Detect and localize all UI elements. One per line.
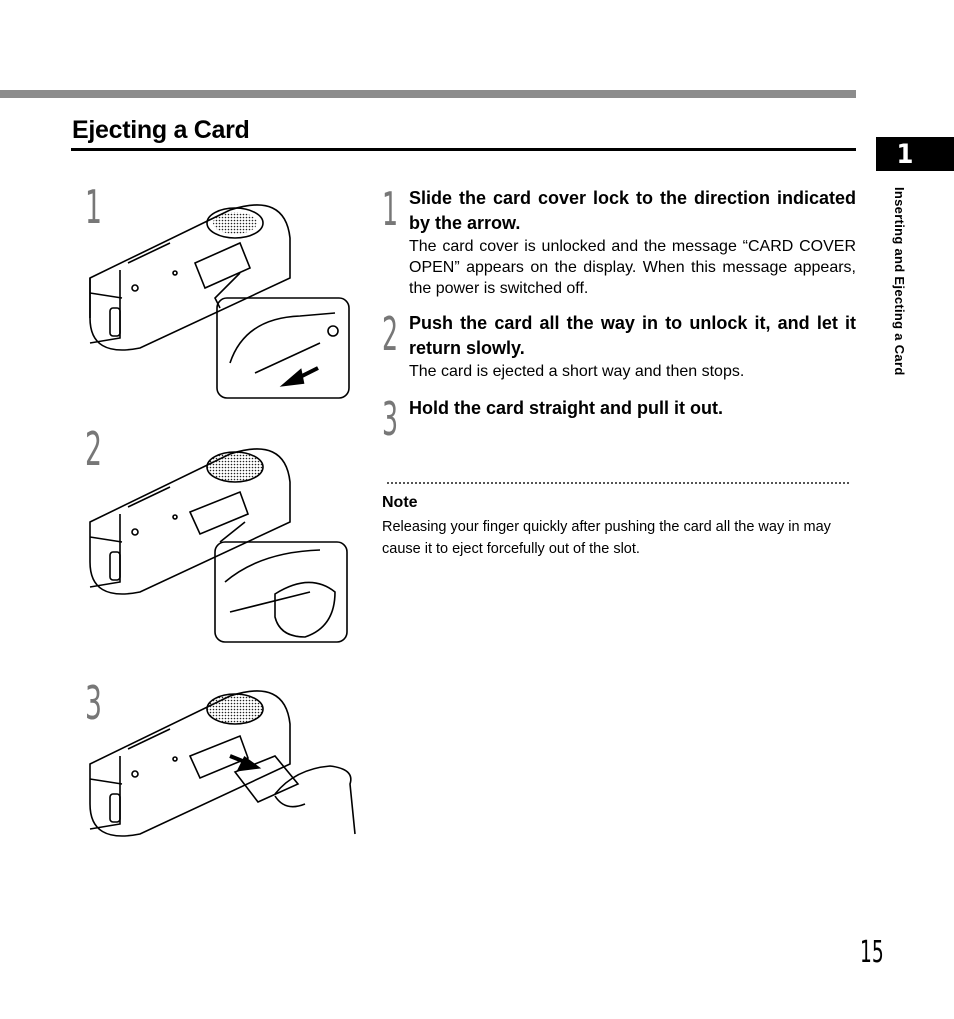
figure-number-1: 1 — [85, 180, 102, 234]
figure-3-pull-card-illustration — [80, 684, 360, 849]
note-divider — [387, 472, 849, 484]
step-heading: Slide the card cover lock to the direction indicated by the arrow. — [409, 188, 856, 233]
step-body: The card cover is unlocked and the message “CARD COVER OPEN” appears on the display. When this message appears, the power is switched off. — [409, 238, 856, 297]
figure-number-2: 2 — [85, 422, 102, 476]
step-heading: Push the card all the way in to unlock it, and let it return slowly. — [409, 313, 856, 358]
section-title: Ejecting a Card — [72, 116, 250, 144]
figure-1-card-cover-lock-illustration — [80, 198, 355, 403]
step-number: 3 — [382, 392, 399, 446]
page-number: 15 — [860, 935, 884, 970]
note-text: Releasing your finger quickly after pushing the card all the way in may cause it to eject forcefully out of the slot. — [382, 519, 831, 557]
step-body: The card is ejected a short way and then stops. — [409, 363, 745, 380]
figure-2-push-card-illustration — [80, 442, 355, 647]
chapter-side-title: Inserting and Ejecting a Card — [892, 187, 907, 376]
step-2 — [382, 307, 856, 382]
step-number: 2 — [382, 307, 399, 361]
step-heading: Hold the card straight and pull it out. — [409, 398, 723, 418]
header-rule — [0, 90, 856, 98]
figure-number-3: 3 — [85, 676, 102, 730]
step-3 — [382, 392, 856, 446]
chapter-tab: 1 — [876, 137, 954, 171]
title-underline — [71, 148, 856, 151]
note-label: Note — [382, 494, 418, 511]
step-number: 1 — [382, 182, 399, 236]
step-1 — [382, 182, 856, 299]
